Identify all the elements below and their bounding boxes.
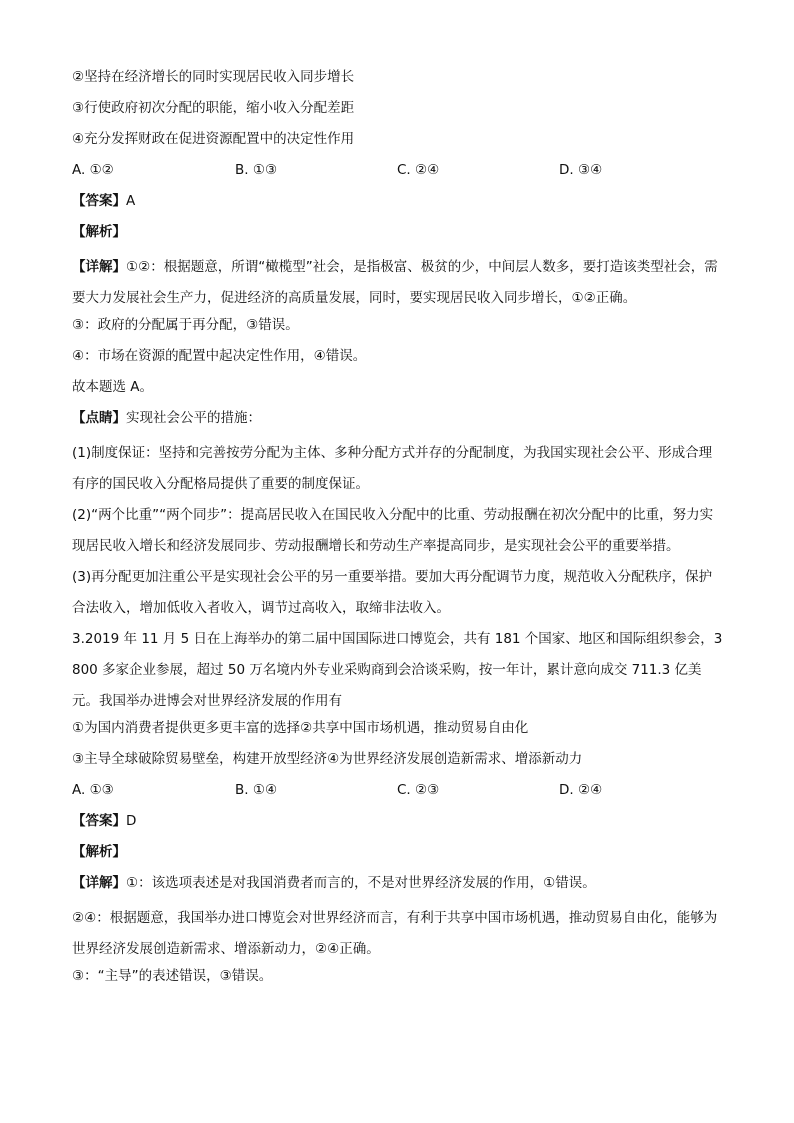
- detail-text: ①②：根据题意，所谓“橄榄型”社会，是指极富、极贫的少，中间层人数多，要打造该类型社会，需要大力发展社会生产力，促进经济的高质量发展，同时，要实现居民收入同步增长，①②正确。: [72, 259, 718, 306]
- q2-option-c: C. ②④: [397, 162, 440, 178]
- q2-option-d: D. ③④: [559, 162, 603, 178]
- q2-item-3: ③行使政府初次分配的职能，缩小收入分配差距: [72, 100, 355, 116]
- q2-option-a: A. ①②: [72, 162, 114, 178]
- q2-item-4: ④充分发挥财政在促进资源配置中的决定性作用: [72, 131, 355, 147]
- point-title: 实现社会公平的措施：: [126, 410, 261, 426]
- document-page: [72, 66, 724, 996]
- q2-answer: [72, 190, 724, 221]
- q2-conclusion: 故本题选 A。: [72, 379, 154, 395]
- q2-point-paragraph-3: (3)再分配更加注重公平是实现社会公平的另一重要举措。要加大再分配调节力度，规范收入分配秩序，保护合法收入，增加低收入者收入，调节过高收入，取缔非法收入。: [72, 569, 713, 616]
- point-tag: 【点睛】: [72, 410, 126, 426]
- detail-tag: 【详解】: [72, 875, 126, 891]
- detail-text: ①：该选项表述是对我国消费者而言的，不是对世界经济发展的作用，①错误。: [126, 875, 596, 891]
- q3-detail-3: ③：“主导”的表述错误，③错误。: [72, 968, 273, 984]
- answer-value: D: [126, 813, 137, 829]
- q2-point-paragraph-1: (1)制度保证：坚持和完善按劳分配为主体、多种分配方式并存的分配制度，为我国实现社会公平、形成合理有序的国民收入分配格局提供了重要的制度保证。: [72, 445, 713, 492]
- q3-option-c: C. ②③: [397, 782, 440, 798]
- answer-tag: 【答案】: [72, 813, 126, 829]
- q3-stem: 3.2019 年 11 月 5 日在上海举办的第二届中国国际进口博览会，共有 181 个国家、地区和国际组织参会，3800 多家企业参展，超过 50 万名境内外专业采购商到会洽谈采购，按一年计，累计意向成交 711.3 亿美元。我国举办进博会对世界经济发展的作用有: [72, 631, 723, 709]
- q3-analysis-tag: 【解析】: [72, 844, 126, 860]
- q3-items-row-1: ①为国内消费者提供更多更丰富的选择②共享中国市场机遇，推动贸易自由化: [72, 720, 529, 736]
- detail-tag: 【详解】: [72, 259, 126, 275]
- q3-option-b: B. ①④: [235, 782, 278, 798]
- q3-option-d: D. ②④: [559, 782, 603, 798]
- q3-detail-1: [72, 872, 724, 903]
- q2-item-2: ②坚持在经济增长的同时实现居民收入同步增长: [72, 69, 355, 85]
- q2-point-paragraph-2: (2)“两个比重”“两个同步”：提高居民收入在国民收入分配中的比重、劳动报酬在初次分配中的比重，努力实现居民收入增长和经济发展同步、劳动报酬增长和劳动生产率提高同步，是实现社会公平的重要举措。: [72, 507, 714, 554]
- answer-tag: 【答案】: [72, 193, 126, 209]
- q2-detail: [72, 252, 724, 314]
- q3-detail-2: ②④：根据题意，我国举办进口博览会对世界经济而言，有利于共享中国市场机遇，推动贸易自由化，能够为世界经济发展创造新需求、增添新动力，②④正确。: [72, 910, 718, 957]
- q2-analysis-tag: 【解析】: [72, 224, 126, 240]
- q3-option-a: A. ①③: [72, 782, 114, 798]
- q3-items-row-2: ③主导全球破除贸易壁垒，构建开放型经济④为世界经济发展创造新需求、增添新动力: [72, 751, 583, 767]
- q2-detail-line-3: ③：政府的分配属于再分配，③错误。: [72, 317, 299, 333]
- q2-option-b: B. ①③: [235, 162, 278, 178]
- q3-options: [72, 779, 724, 810]
- q2-options: [72, 159, 724, 190]
- q3-answer: [72, 810, 724, 841]
- q2-point-heading: [72, 407, 724, 438]
- q2-detail-line-4: ④：市场在资源的配置中起决定性作用，④错误。: [72, 348, 367, 364]
- answer-value: A: [126, 193, 136, 209]
